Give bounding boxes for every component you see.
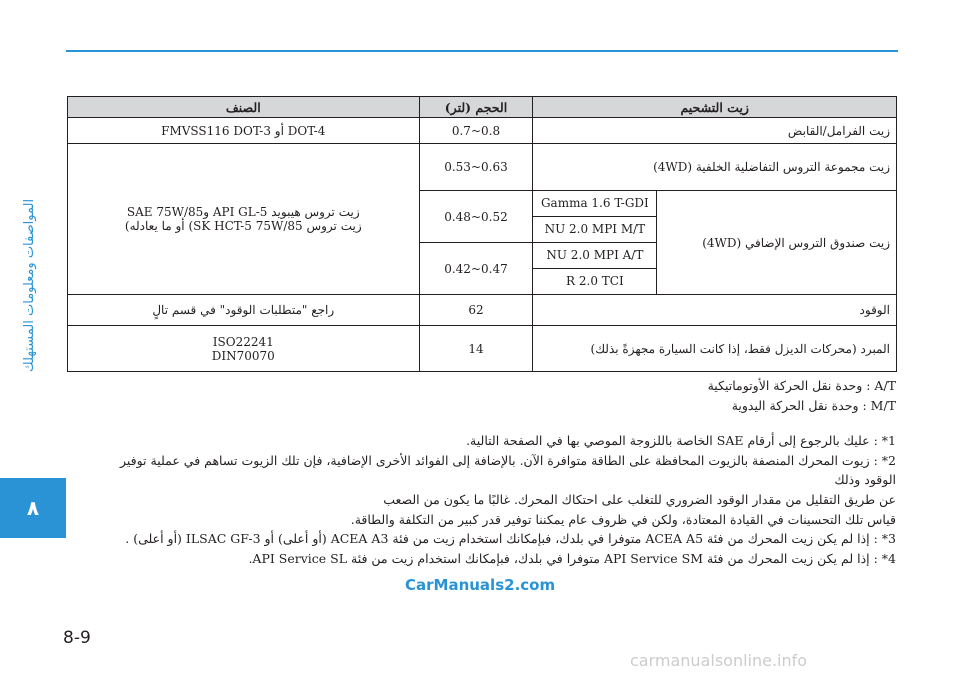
header-volume: الحجم (لتر) <box>419 97 533 118</box>
engine-r-tci: R 2.0 TCI <box>566 274 624 288</box>
note-2b: عن طريق التقليل من مقدار الوقود الضروري للتغلب على احتكاك المحرك. غالبًا ما يكون من الصعب <box>383 491 896 507</box>
brake-fluid-grade: FMVSS116 DOT-3 أو DOT-4 <box>68 118 420 144</box>
chapter-tab <box>0 478 66 538</box>
coolant-grade-line2: DIN70070 <box>211 348 275 363</box>
section-title: المواصفات ومعلومات المستهلك <box>22 198 37 372</box>
transfer-case-item: زيت صندوق التروس الإضافي (4WD) <box>657 191 897 295</box>
note-2c: قياس تلك التحسينات في القيادة المعتادة، ولكن في ظروف عام يمكننا توفير قدر كبير من التكلفة والطاقة. <box>350 511 896 527</box>
header-rule <box>66 50 898 52</box>
fuel-volume: 62 <box>419 295 533 326</box>
coolant-grade <box>68 326 420 372</box>
note-2a: 2* : زيوت المحرك المنصفة بالزيوت المحافظة على الطاقة متوافرة الآن. بالإضافة إلى الفوائد الأخرى الإضافية، فإن تلك الزيوت تساهم في عملية توفير الوقود وذلك <box>119 452 896 488</box>
note-1: 1* : عليك بالرجوع إلى أرقام SAE الخاصة باللزوجة الموصي بها في الصفحة التالية. <box>466 433 896 449</box>
footnotes <box>100 376 896 568</box>
lubricant-spec-table <box>67 96 897 372</box>
fuel-item: الوقود <box>533 295 897 326</box>
fuel-grade: راجع "متطلبات الوقود" في قسم تالٍ <box>68 295 420 326</box>
engine-gamma: Gamma 1.6 T-GDI <box>533 191 656 217</box>
transfer-engines-2 <box>533 243 657 295</box>
coolant-item: المبرد (محركات الديزل فقط، إذا كانت السيارة مجهزةً بذلك) <box>533 326 897 372</box>
transfer-volume-2: 0.42~0.47 <box>419 243 533 295</box>
note-mt: M/T : وحدة نقل الحركة اليدوية <box>731 397 896 413</box>
gear-oil-grade-line2: زيت تروس SK HCT-5 75W/85) أو ما يعادله) <box>124 219 362 233</box>
brake-fluid-volume: 0.7~0.8 <box>419 118 533 144</box>
note-4: 4* : إذا لم يكن زيت المحرك من فئة API Service SM متوفرا في بلدك، فبإمكانك استخدام زيت من فئة API Service SL. <box>248 550 896 566</box>
transfer-engines-1 <box>533 191 657 243</box>
rear-diff-volume: 0.53~0.63 <box>419 144 533 191</box>
gear-oil-grade <box>68 144 420 295</box>
chapter-number: ٨ <box>26 496 40 520</box>
transfer-volume-1: 0.48~0.52 <box>419 191 533 243</box>
gear-oil-grade-line1: زيت تروس هيبويد API GL-5 وSAE 75W/85 <box>126 205 360 219</box>
rear-diff-item: زيت مجموعة التروس التفاضلية الخلفية (4WD) <box>533 144 897 191</box>
page-number: 8-9 <box>63 628 91 648</box>
footer-watermark: carmanualsonline.info <box>630 651 808 670</box>
engine-nu-mt: NU 2.0 MPI M/T <box>544 222 646 236</box>
coolant-grade-line1: ISO22241 <box>212 334 274 349</box>
brake-fluid-item: زيت الفرامل/القابض <box>533 118 897 144</box>
header-grade: الصنف <box>68 97 420 118</box>
engine-nu-at: NU 2.0 MPI A/T <box>533 243 656 269</box>
coolant-volume: 14 <box>419 326 533 372</box>
watermark-link[interactable]: CarManuals2.com <box>405 576 556 594</box>
note-3: 3* : إذا لم يكن زيت المحرك من فئة ACEA A5 متوفرا في بلدك، فبإمكانك استخدام زيت من فئة ACEA A3 (أو أعلى) أو ILSAC GF-3 (أو أعلى) . <box>125 531 896 547</box>
header-item: زيت التشحيم <box>533 97 897 118</box>
note-at: A/T : وحدة نقل الحركة الأوتوماتيكية <box>707 378 896 393</box>
